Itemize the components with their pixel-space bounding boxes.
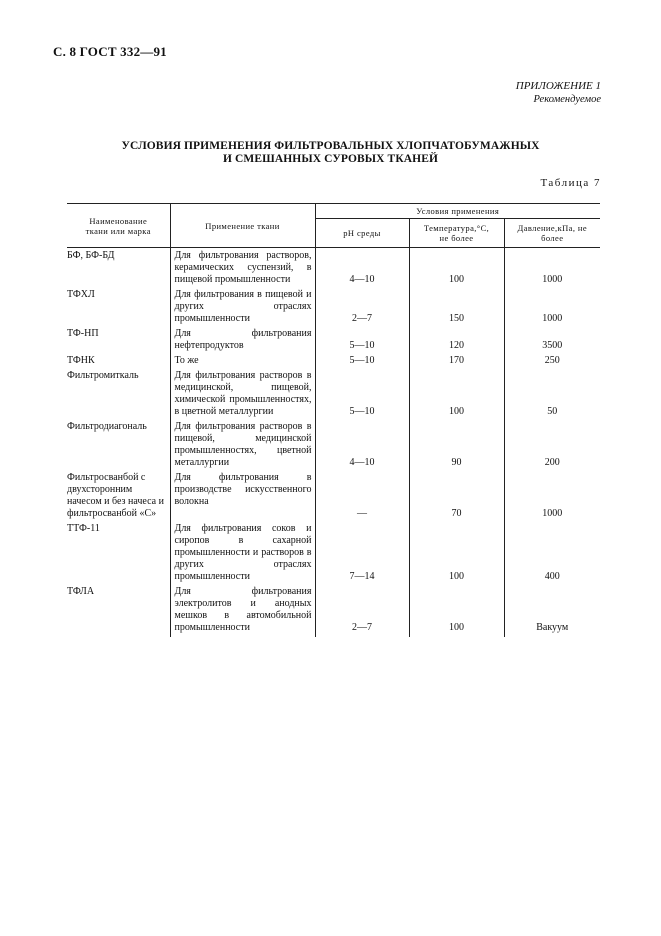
- appendix-status: Рекомендуемое: [533, 94, 601, 105]
- cell-temperature: 170: [409, 355, 504, 370]
- cell-usage: Для фильтрования соков и сиропов в сахарной промышленности и растворов в других отраслях промышленности: [170, 523, 315, 586]
- table-row: [67, 289, 600, 328]
- header-ph: pH среды: [315, 219, 409, 248]
- cell-name: Фильтродиагональ: [67, 421, 170, 472]
- cell-name: ТФНК: [67, 355, 170, 370]
- cell-name: Фильтромиткаль: [67, 370, 170, 421]
- cell-usage: Для фильтрования растворов в пищевой, медицинской промышленностях, цветной металлургии: [170, 421, 315, 472]
- cell-usage: Для фильтрования растворов в медицинской, пищевой, химической промышленностях, в цветной металлургии: [170, 370, 315, 421]
- cell-temperature: 100: [409, 586, 504, 637]
- cell-pressure: 1000: [542, 313, 563, 324]
- cell-ph: —: [315, 472, 409, 523]
- cell-pressure: 50: [547, 406, 558, 417]
- cell-temperature: 100: [409, 248, 504, 290]
- title-line-1: УСЛОВИЯ ПРИМЕНЕНИЯ ФИЛЬТРОВАЛЬНЫХ ХЛОПЧАТОБУМАЖНЫХ: [121, 140, 540, 152]
- table-row: [67, 370, 600, 421]
- appendix-label: [516, 79, 601, 107]
- cell-temperature: 120: [409, 328, 504, 355]
- header-conditions: Условия применения: [315, 204, 600, 219]
- cell-temperature: 70: [409, 472, 504, 523]
- cell-name: ТФ-НП: [67, 328, 170, 355]
- header-pressure: [504, 219, 600, 248]
- cell-temperature: 150: [409, 289, 504, 328]
- cell-name: ТФХЛ: [67, 289, 170, 328]
- cell-ph: 5—10: [315, 355, 409, 370]
- cell-usage: Для фильтрования в пищевой и других отраслях промышленности: [170, 289, 315, 328]
- cell-pressure: 400: [544, 571, 560, 582]
- cell-usage: Для фильтрования электролитов и анодных мешков в автомобильной промышленности: [170, 586, 315, 637]
- cell-name: БФ, БФ-БД: [67, 248, 170, 290]
- page-header: С. 8 ГОСТ 332—91: [53, 44, 167, 59]
- header-temperature-line-2: не более: [439, 233, 474, 243]
- table-row: [67, 421, 600, 472]
- table-number: Таблица 7: [540, 177, 601, 189]
- document-title: [0, 140, 661, 166]
- cell-name: ТТФ-11: [67, 523, 170, 586]
- header-name-line-1: Наименование: [89, 215, 148, 226]
- appendix-title: ПРИЛОЖЕНИЕ 1: [515, 80, 601, 92]
- table-row: [67, 355, 600, 370]
- header-temperature: [409, 219, 504, 248]
- cell-ph: 4—10: [315, 421, 409, 472]
- cell-usage: То же: [170, 355, 315, 370]
- cell-ph: 2—7: [315, 289, 409, 328]
- table-row: [67, 472, 600, 523]
- header-temperature-line-1: Температура,°С,: [423, 223, 490, 233]
- cell-name: ТФЛА: [67, 586, 170, 637]
- cell-pressure: 250: [544, 355, 560, 366]
- fabric-conditions-table: [67, 203, 600, 637]
- cell-pressure: 3500: [542, 340, 563, 351]
- table-body: [67, 248, 600, 638]
- cell-pressure: 1000: [542, 274, 563, 285]
- cell-pressure: 200: [544, 457, 560, 468]
- table-header: [67, 204, 600, 248]
- header-pressure-line-1: Давление,кПа, не: [517, 223, 587, 233]
- table-row: [67, 523, 600, 586]
- cell-ph: 7—14: [315, 523, 409, 586]
- cell-ph: 5—10: [315, 370, 409, 421]
- table-row: [67, 328, 600, 355]
- cell-ph: 4—10: [315, 248, 409, 290]
- header-pressure-line-2: более: [541, 233, 564, 243]
- cell-usage: Для фильтрования в производстве искусственного волокна: [170, 472, 315, 523]
- header-usage: Применение ткани: [170, 204, 315, 248]
- cell-name: Фильтросванбой с двухсторонним начесом и без начеса и фильтросванбой «С»: [67, 472, 170, 523]
- header-name: [67, 204, 170, 248]
- cell-temperature: 100: [409, 523, 504, 586]
- cell-temperature: 90: [409, 421, 504, 472]
- cell-ph: 5—10: [315, 328, 409, 355]
- title-line-2: И СМЕШАННЫХ СУРОВЫХ ТКАНЕЙ: [222, 153, 439, 165]
- cell-pressure: Вакуум: [536, 622, 569, 633]
- header-name-line-2: ткани или марка: [85, 225, 151, 236]
- cell-temperature: 100: [409, 370, 504, 421]
- cell-usage: Для фильтрования нефтепродуктов: [170, 328, 315, 355]
- table-row: [67, 586, 600, 637]
- table-row: [67, 248, 600, 290]
- cell-ph: 2—7: [315, 586, 409, 637]
- cell-pressure: 1000: [542, 508, 563, 519]
- cell-usage: Для фильтрования растворов, керамических суспензий, в пищевой промышленности: [170, 248, 315, 290]
